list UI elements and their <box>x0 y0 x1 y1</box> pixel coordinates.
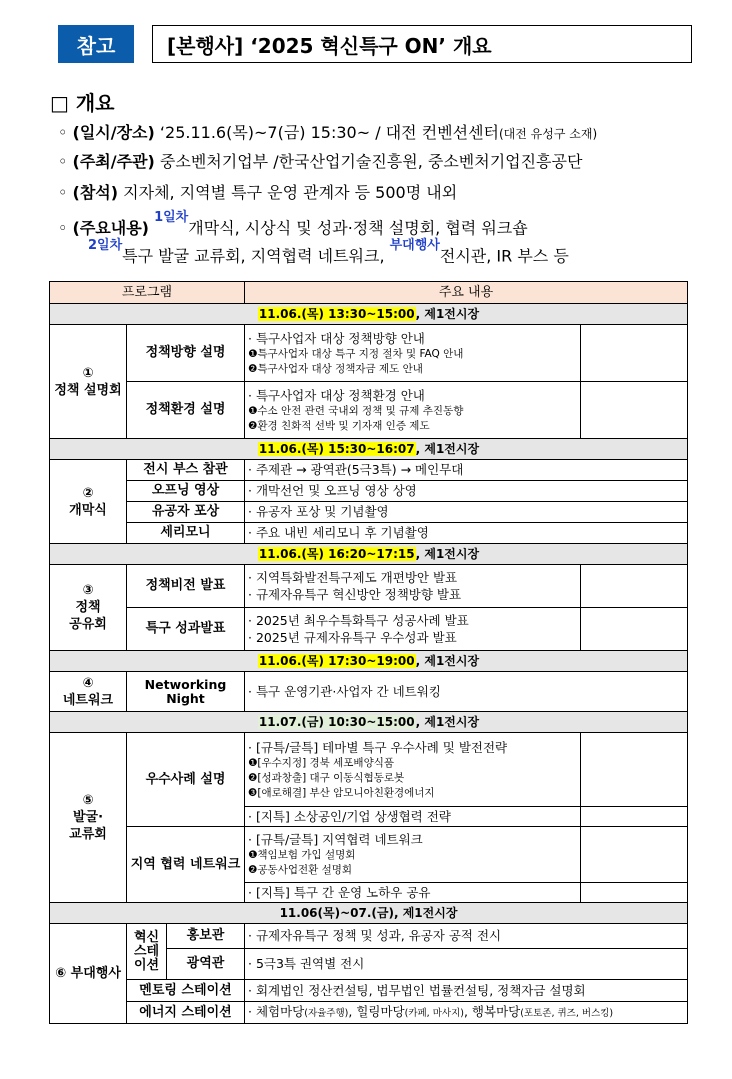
table-header-row <box>50 282 688 304</box>
title-text: [본행사] ‘2025 혁신특구 ON’ 개요 <box>167 33 492 58</box>
category-label: 정책 설명회 <box>54 382 122 398</box>
empty-cell <box>581 608 688 651</box>
category-number: ① <box>82 365 94 381</box>
content-note: ❶[우수지정] 경북 세포배양식품 <box>248 756 394 769</box>
session-time-text: 11.07.(금) 10:30~15:00 <box>258 715 415 729</box>
category-number: ③ <box>82 583 94 598</box>
content-note: ❶책임보험 가입 설명회 <box>248 849 356 861</box>
program-content: · [지특] 특구 간 운영 노하우 공유 <box>245 883 581 903</box>
overview-item-contents <box>58 212 528 238</box>
program-item: Networking Night <box>127 672 245 712</box>
session-time <box>50 712 688 733</box>
table-row <box>50 502 688 523</box>
table-row <box>50 924 688 949</box>
session-place: , 제1전시장 <box>415 715 480 729</box>
program-item: 멘토링 스테이션 <box>127 980 245 1002</box>
content-note: ❸[애로해결] 부산 암모니아친환경에너지 <box>248 786 435 799</box>
session-time <box>50 651 688 672</box>
category-label: 정책 <box>75 600 101 615</box>
program-category: ⑥ 부대행사 <box>50 924 127 1024</box>
reference-badge: 참고 <box>58 25 134 63</box>
item-label: (주요내용) <box>72 218 149 238</box>
program-content <box>245 733 581 807</box>
program-content: · 주제관 → 광역관(5극3특) → 메인무대 <box>245 460 688 481</box>
side-event-label: 부대행사 <box>389 238 440 253</box>
day2-label: 2일차 <box>88 238 123 253</box>
header-content: 주요 내용 <box>245 282 688 304</box>
category-label: 네트워크 <box>62 692 114 708</box>
content-main: · [규특/글특] 테마별 특구 우수사례 및 발전전략 <box>248 739 508 755</box>
session-place: , 제1전시장 <box>415 307 480 321</box>
program-item: 우수사례 설명 <box>127 733 245 827</box>
table-row <box>50 460 688 481</box>
content-note: ❷특구사업자 대상 정책자금 제도 안내 <box>248 362 423 375</box>
bullet: ◦ <box>58 123 68 142</box>
overview-heading: □ 개요 <box>50 91 115 115</box>
session-time <box>50 439 688 460</box>
session-place: , 제1전시장 <box>415 442 480 456</box>
content-line: · 2025년 최우수특화특구 성공사례 발표 <box>248 613 469 628</box>
session-row <box>50 544 688 565</box>
content-main: · 특구사업자 대상 정책환경 안내 <box>248 387 425 403</box>
item-text: 지자체, 지역별 특구 운영 관계자 등 500명 내외 <box>123 183 458 202</box>
content-note: ❶수소 안전 관련 국내외 정책 및 규제 추진동향 <box>248 404 464 417</box>
program-content: · 회계법인 정산컨설팅, 법무법인 법률컨설팅, 정책자금 설명회 <box>245 980 688 1002</box>
content-line: · 지역특화발전특구제도 개편방안 발표 <box>248 570 458 585</box>
session-time <box>50 544 688 565</box>
program-content: · 규제자유특구 정책 및 성과, 유공자 공적 전시 <box>245 924 688 949</box>
table-row <box>50 980 688 1002</box>
program-category <box>50 672 127 712</box>
session-row <box>50 651 688 672</box>
program-content <box>245 565 581 608</box>
table-row <box>50 827 688 883</box>
content-note: (자율주행) <box>304 1007 349 1019</box>
empty-cell <box>581 883 688 903</box>
item-note: (대전 유성구 소재) <box>499 127 598 141</box>
table-row <box>50 1002 688 1024</box>
session-time-text: 11.06.(목) 13:30~15:00 <box>258 307 415 321</box>
session-row <box>50 304 688 325</box>
session-time-text: 11.06.(목) 17:30~19:00 <box>258 654 415 668</box>
program-item: 광역관 <box>167 949 245 980</box>
session-time-text: 11.06(목)~07.(금) <box>279 906 394 920</box>
session-place: , 제1전시장 <box>415 654 480 668</box>
category-label: 개막식 <box>69 502 107 518</box>
program-item: 지역 협력 네트워크 <box>127 827 245 903</box>
table-row <box>50 382 688 439</box>
content-note: ❷[성과창출] 대구 이동식협동로봇 <box>248 771 405 784</box>
content-note: (포토존, 퀴즈, 버스킹) <box>520 1007 614 1019</box>
program-category <box>50 325 127 439</box>
empty-cell <box>581 325 688 382</box>
session-time <box>50 903 688 924</box>
program-content <box>245 382 581 439</box>
table-row <box>50 325 688 382</box>
table-row <box>50 565 688 608</box>
content-main: · 특구사업자 대상 정책방향 안내 <box>248 330 425 346</box>
empty-cell <box>581 565 688 608</box>
empty-cell <box>581 733 688 807</box>
session-time <box>50 304 688 325</box>
program-content <box>245 827 581 883</box>
bullet: ◦ <box>58 152 68 171</box>
content-note: (카페, 마사지) <box>404 1007 464 1019</box>
table-row <box>50 608 688 651</box>
item-label: (일시/장소) <box>72 123 155 142</box>
category-number: ② <box>82 485 94 501</box>
item-label: (주최/주관) <box>72 152 155 171</box>
program-item: 홍보관 <box>167 924 245 949</box>
program-content <box>245 1002 688 1024</box>
item-text: 중소벤처기업부 /한국산업기술진흥원, 중소벤처기업진흥공단 <box>159 152 583 171</box>
program-content: · 유공자 포상 및 기념촬영 <box>245 502 688 523</box>
session-time-text: 11.06.(목) 16:20~17:15 <box>258 547 415 561</box>
content-note: ❶특구사업자 대상 특구 지정 절차 및 FAQ 안내 <box>248 347 464 360</box>
bullet: ◦ <box>58 183 68 202</box>
program-item: 에너지 스테이션 <box>127 1002 245 1024</box>
session-time-text: 11.06.(목) 15:30~16:07 <box>258 442 415 456</box>
program-content <box>245 608 581 651</box>
content-line: · 규제자유특구 혁신방안 정책방향 발표 <box>248 587 462 602</box>
program-item: 유공자 포상 <box>127 502 245 523</box>
page-title <box>152 25 692 63</box>
program-item: 정책환경 설명 <box>127 382 245 439</box>
program-item: 오프닝 영상 <box>127 481 245 502</box>
table-row <box>50 481 688 502</box>
category-label: 공유회 <box>69 617 107 632</box>
category-label: 교류회 <box>69 827 107 842</box>
header-program: 프로그램 <box>50 282 245 304</box>
empty-cell <box>581 807 688 827</box>
program-item: 특구 성과발표 <box>127 608 245 651</box>
item-text: 개막식, 시상식 및 성과·정책 설명회, 협력 워크숍 <box>188 218 528 238</box>
program-content: · [지특] 소상공인/기업 상생협력 전략 <box>245 807 581 827</box>
content-note: ❷공동사업전환 설명회 <box>248 864 353 876</box>
program-category <box>50 460 127 544</box>
category-label: 발굴· <box>72 810 104 825</box>
bullet: ◦ <box>58 218 68 238</box>
table-row <box>50 523 688 544</box>
session-place: , 제1전시장 <box>415 547 480 561</box>
content-note: ❷환경 친화적 선박 및 기자재 인증 제도 <box>248 419 430 432</box>
table-row <box>50 733 688 807</box>
content-part: · 체험마당 <box>248 1003 305 1019</box>
table-row <box>50 672 688 712</box>
overview-item-datetime <box>58 120 597 143</box>
program-content: · 주요 내빈 세리모니 후 기념촬영 <box>245 523 688 544</box>
program-table <box>49 281 688 1024</box>
day1-label: 1일차 <box>154 210 189 225</box>
station-group: 혁신 스테이션 <box>127 924 167 980</box>
item-text: 전시관, IR 부스 등 <box>439 246 569 266</box>
program-item: 정책방향 설명 <box>127 325 245 382</box>
program-content: · 5극3특 권역별 전시 <box>245 949 688 980</box>
category-number: ④ <box>82 675 94 691</box>
category-number: ⑤ <box>82 793 94 808</box>
content-part: , 힐링마당 <box>348 1003 405 1019</box>
program-category <box>50 565 127 651</box>
empty-cell <box>581 382 688 439</box>
program-content: · 특구 운영기관·사업자 간 네트워킹 <box>245 672 688 712</box>
program-category <box>50 733 127 903</box>
program-content: · 개막선언 및 오프닝 영상 상영 <box>245 481 688 502</box>
overview-item-host <box>58 149 582 172</box>
item-label: (참석) <box>72 183 119 202</box>
session-row <box>50 712 688 733</box>
session-row <box>50 903 688 924</box>
session-row <box>50 439 688 460</box>
program-item: 정책비전 발표 <box>127 565 245 608</box>
content-main: · [규특/글특] 지역협력 네트워크 <box>248 832 423 847</box>
session-place: , 제1전시장 <box>393 906 458 920</box>
overview-item-attendance <box>58 180 457 203</box>
content-part: , 행복마당 <box>463 1003 521 1019</box>
content-line: · 2025년 규제자유특구 우수성과 발표 <box>248 630 457 645</box>
item-text: ‘25.11.6(목)~7(금) 15:30~ / 대전 컨벤션센터 <box>159 123 499 142</box>
program-item: 전시 부스 참관 <box>127 460 245 481</box>
item-text: 특구 발굴 교류회, 지역협력 네트워크, <box>122 246 385 266</box>
empty-cell <box>581 827 688 883</box>
program-item: 세리모니 <box>127 523 245 544</box>
program-content <box>245 325 581 382</box>
overview-item-contents-cont <box>88 240 569 266</box>
